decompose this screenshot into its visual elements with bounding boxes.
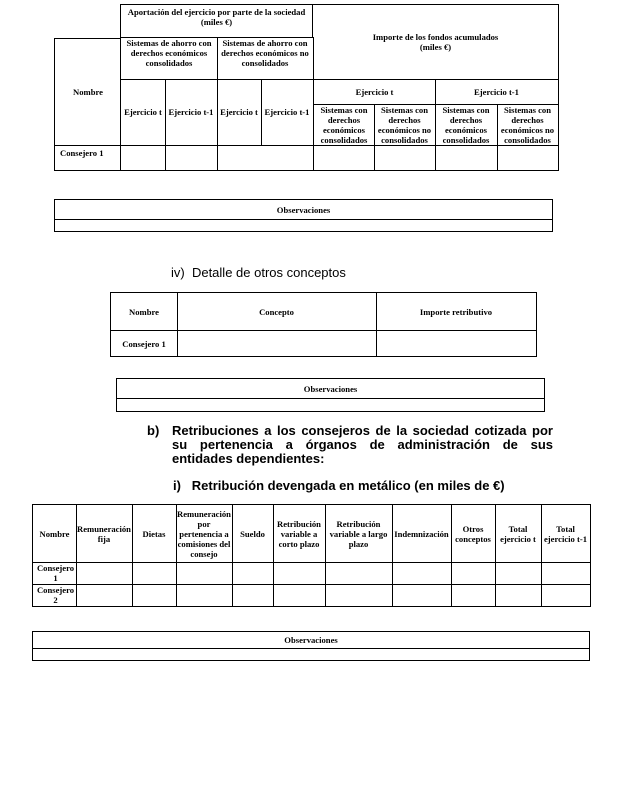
header-concepto: Concepto (177, 292, 377, 331)
observaciones-label: Observaciones (32, 631, 590, 649)
table-cell[interactable] (376, 330, 537, 357)
header-retribucion-variable-largo: Retribución variable a largo plazo (325, 504, 393, 563)
observaciones-field[interactable] (116, 398, 545, 412)
table-cell[interactable] (497, 145, 559, 171)
table-cell[interactable] (165, 145, 218, 171)
row-label-consejero-1: Consejero 1 (54, 145, 121, 171)
header-indemnizacion: Indemnización (392, 504, 452, 563)
header-aport-consol-ejercicio-t1: Ejercicio t-1 (165, 79, 218, 146)
observaciones-box-1 (54, 199, 553, 233)
header-otros-conceptos: Otros conceptos (451, 504, 496, 563)
section-iv-heading (171, 265, 346, 280)
header-total-ejercicio-t1: Total ejercicio t-1 (541, 504, 591, 563)
section-iv-title: Detalle de otros conceptos (191, 265, 346, 280)
table-cell[interactable] (451, 584, 496, 607)
observaciones-field[interactable] (32, 648, 590, 661)
table-cell[interactable] (232, 584, 274, 607)
header-fondos-t1-consolidados: Sistemas con derechos económicos consolidados (435, 104, 498, 146)
table-cell[interactable] (325, 584, 393, 607)
table-cell[interactable] (232, 562, 274, 585)
header-fondos-t-consolidados: Sistemas con derechos económicos consolidados (313, 104, 375, 146)
header-nombre: Nombre (54, 38, 121, 146)
table-cell[interactable] (325, 562, 393, 585)
header-fondos-ejercicio-t: Ejercicio t (313, 79, 436, 105)
table-cell[interactable] (451, 562, 496, 585)
table-cell[interactable] (392, 562, 452, 585)
table-cell[interactable] (76, 562, 133, 585)
header-fondos-ejercicio-t1: Ejercicio t-1 (435, 79, 559, 105)
table-cell[interactable] (76, 584, 133, 607)
row-label-consejero-1: Consejero 1 (110, 330, 178, 357)
observaciones-field[interactable] (54, 219, 553, 232)
header-remuneracion-comisiones: Remuneración por pertenencia a comisiones del consejo (176, 504, 233, 563)
observaciones-box-3 (32, 631, 590, 661)
header-importe-retributivo: Importe retributivo (376, 292, 537, 331)
header-fondos-t1-no-consolidados: Sistemas con derechos económicos no consolidados (497, 104, 559, 146)
table-cell[interactable] (495, 562, 542, 585)
table-cell[interactable] (541, 562, 591, 585)
table-cell[interactable] (132, 562, 177, 585)
table-cell[interactable] (177, 330, 377, 357)
observaciones-label: Observaciones (116, 378, 545, 399)
table-cell[interactable] (374, 145, 436, 171)
section-i-title: Retribución devengada en metálico (en miles de €) (191, 478, 505, 493)
row-label-consejero-2: Consejero 2 (32, 584, 77, 607)
table-cell[interactable] (495, 584, 542, 607)
section-i-number: i) (173, 478, 181, 493)
header-fondos-t-no-consolidados: Sistemas con derechos económicos no consolidados (374, 104, 436, 146)
header-retribucion-variable-corto: Retribución variable a corto plazo (273, 504, 326, 563)
table-cell[interactable] (435, 145, 498, 171)
section-i-heading (173, 478, 505, 493)
header-aportacion: Aportación del ejercicio por parte de la sociedad (miles €) (120, 4, 313, 38)
section-b-number: b) (147, 423, 160, 438)
header-nombre: Nombre (110, 292, 178, 331)
observaciones-box-2 (116, 378, 545, 412)
table-cell[interactable] (120, 145, 166, 171)
section-b-text: Retribuciones a los consejeros de la sociedad cotizada por su pertenencia a órganos de administración de sus entidades dependientes: (172, 423, 553, 466)
table-cell[interactable] (273, 562, 326, 585)
header-sueldo: Sueldo (232, 504, 274, 563)
header-sistemas-no-consolidados: Sistemas de ahorro con derechos económicos no consolidados (217, 37, 314, 80)
header-sistemas-consolidados: Sistemas de ahorro con derechos económicos consolidados (120, 37, 218, 80)
header-aport-consol-ejercicio-t: Ejercicio t (120, 79, 166, 146)
table-cell[interactable] (541, 584, 591, 607)
table-cell[interactable] (313, 145, 375, 171)
table-cell[interactable] (392, 584, 452, 607)
header-importe-fondos: Importe de los fondos acumulados (miles €) (313, 4, 559, 80)
header-nombre: Nombre (32, 504, 77, 563)
row-label-consejero-1: Consejero 1 (32, 562, 77, 585)
header-aport-noconsol-ejercicio-t: Ejercicio t (217, 79, 262, 146)
table-cell[interactable] (132, 584, 177, 607)
header-aport-noconsol-ejercicio-t1: Ejercicio t-1 (261, 79, 314, 146)
header-total-ejercicio-t: Total ejercicio t (495, 504, 542, 563)
table-cell[interactable] (176, 584, 233, 607)
header-dietas: Dietas (132, 504, 177, 563)
table-cell[interactable] (217, 145, 314, 171)
observaciones-label: Observaciones (54, 199, 553, 220)
table-cell[interactable] (176, 562, 233, 585)
header-remuneracion-fija: Remuneración fija (76, 504, 133, 563)
section-iv-number: iv) (171, 265, 185, 280)
table-cell[interactable] (273, 584, 326, 607)
